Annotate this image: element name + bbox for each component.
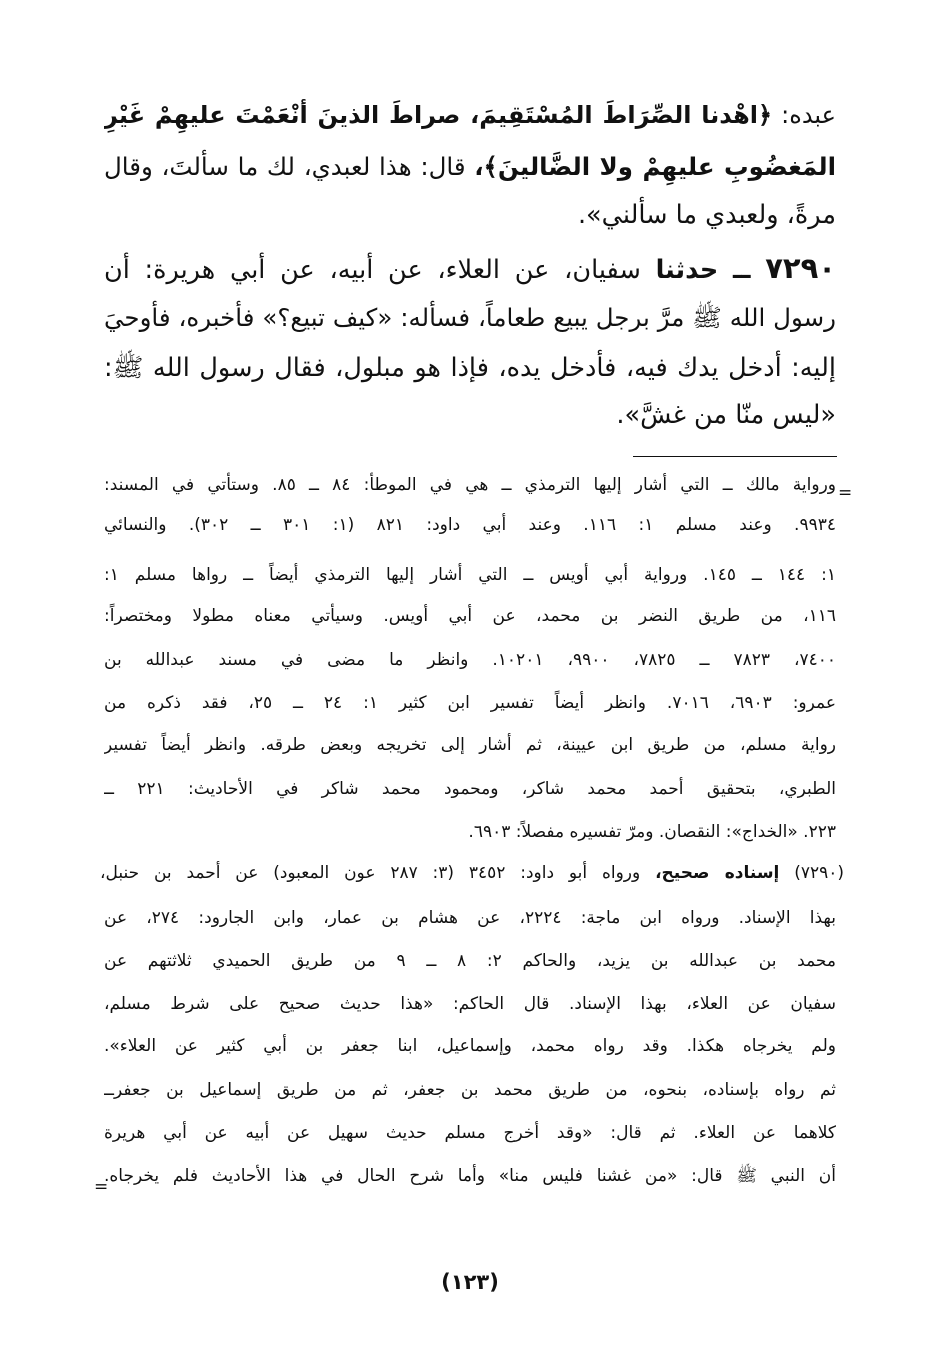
- footnote-line: عمرو: ٦٩٠٣، ٧٠١٦. وانظر أيضاً تفسير ابن كثير ١: ٢٤ ــ ٢٥، فقد ذكره من: [104, 693, 836, 713]
- footnote-7290-head-rest: ورواه أبو داود: ٣٤٥٢ (٣: ٢٨٧ عون المعبود) عن أحمد بن حنبل،: [100, 863, 641, 883]
- main-line-6: إليه: أدخل يدك فيه، فأدخل يده، فإذا هو مبلول، فقال رسول الله ﷺ:: [104, 353, 836, 383]
- footnote-separator: [633, 456, 837, 457]
- main-line-5: رسول الله ﷺ مرَّ برجل يبيع طعاماً، فسأله: «كيف تبيع؟» فأخبره، فأوحيَ: [104, 303, 836, 332]
- quran-quote: ﴿اهْدنا الصِّرَاطَ المُسْتَقِيمَ، صراطَ الذينَ أنْعَمْتَ عليهِمْ غَيْرِ: [104, 101, 773, 129]
- footnote-line: أن النبي ﷺ قال: «من غشنا فليس منا» وأما شرح الحال في هذا الأحاديث فلم يخرجاه.: [104, 1166, 836, 1186]
- footnote-ref: (٧٢٩٠): [794, 863, 844, 883]
- quran-quote-end: المَغضُوبِ عليهِمْ ولا الضَّالينَ﴾،: [474, 152, 836, 181]
- footnote-line: ورواية مالك ــ التي أشار إليها الترمذي ــ هي في الموطأ: ٨٤ ــ ٨٥. وستأتي في المسند:: [104, 475, 836, 495]
- footnote-line: رواية مسلم، من طريق ابن عيينة، ثم أشار إلى تخريجه وبعض طرقه. وانظر أيضاً تفسير: [104, 735, 836, 755]
- footnote-line: بهذا الإسناد. ورواه ابن ماجة: ٢٢٢٤، عن هشام بن عمار، وابن الجارود: ٢٧٤، عن: [104, 908, 836, 928]
- main-line-1-pre: عبده:: [781, 101, 836, 129]
- main-line-7: «ليس منّا من غشَّ».: [616, 400, 836, 430]
- footnote-line: محمد بن عبدالله بن يزيد، والحاكم ٢: ٨ ــ ٩ من طريق الحميدي ثلاثتهم عن: [104, 951, 836, 971]
- main-line-1: [104, 92, 836, 138]
- footnote-line: ١: ١٤٤ ــ ١٤٥. ورواية أبي أويس ــ التي أشار إليها الترمذي أيضاً ــ رواها مسلم ١:: [104, 565, 836, 585]
- footnote-line: ٧٤٠٠، ٧٨٢٣ ــ ٧٨٢٥، ٩٩٠٠، ١٠٢٠١. وانظر ما مضى في مسند عبدالله بن: [104, 650, 836, 670]
- hadith-dash: ــ: [733, 255, 751, 285]
- hadith-isnad: سفيان، عن العلاء، عن أبيه، عن أبي هريرة: أن: [104, 255, 641, 285]
- footnote-line: الطبري، بتحقيق أحمد محمد شاكر، ومحمود محمد شاكر في الأحاديث: ٢٢١ ــ: [104, 779, 836, 799]
- footnote-line: ٢٢٣. «الخداج»: النقصان. ومرّ تفسيره مفصلاً: ٦٩٠٣.: [468, 822, 836, 842]
- footnote-line: كلاهما عن العلاء. ثم قال: «وقد أخرج مسلم حديث سهيل عن أبيه عن أبي هريرة: [104, 1123, 836, 1143]
- hadith-7290-head: [104, 245, 836, 291]
- hadith-isnad-word: حدثنا: [655, 255, 719, 285]
- continuation-mark-bottom: =: [94, 1177, 109, 1197]
- footnote-line: سفيان عن العلاء، بهذا الإسناد. قال الحاكم: «هذا حديث صحيح على شرط مسلم،: [104, 994, 836, 1014]
- footnote-line: ٩٩٣٤. وعند مسلم ١: ١١٦. وعند أبي داود: ٨٢١ (١: ٣٠١ ــ ٣٠٢). والنسائي: [104, 515, 836, 535]
- footnote-line: ١١٦، من طريق النضر بن محمد، عن أبي أويس. وسيأتي معناه مطولا ومختصراً:: [104, 606, 836, 626]
- main-line-2: [104, 144, 836, 190]
- main-line-2-post: قال: هذا لعبدي، لك ما سألتَ، وقال: [104, 152, 466, 181]
- footnote-7290-head: [100, 858, 844, 888]
- hadith-number: ٧٢٩٠: [765, 251, 836, 285]
- main-line-3: مرةً، ولعبدي ما سألني».: [577, 200, 836, 230]
- footnote-line: ثم رواه بإسناده، بنحوه، من طريق محمد بن جعفر، ثم من طريق إسماعيل بن جعفرــ: [104, 1080, 836, 1100]
- footnote-line: ولم يخرجاه هكذا. وقد رواه محمد، وإسماعيل، ابنا جعفر بن أبي كثير عن العلاء».: [104, 1036, 836, 1056]
- page-number: (١٢٣): [441, 1270, 499, 1294]
- isnad-grade: إسناده صحيح،: [655, 863, 780, 883]
- continuation-mark-top: =: [838, 483, 853, 503]
